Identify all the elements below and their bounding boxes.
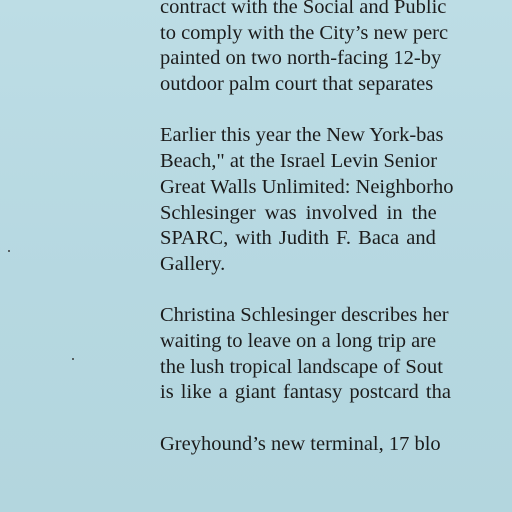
text-line: SPARC, with Judith F. Baca and — [160, 227, 436, 250]
paragraph-greyhound — [160, 432, 512, 458]
text-line: painted on two north-facing 12-by — [160, 47, 442, 70]
text-line: waiting to leave on a long trip are — [160, 329, 437, 352]
paper-speck — [72, 358, 74, 360]
paper-speck — [8, 250, 10, 252]
text-line: to comply with the City’s new perc — [160, 21, 449, 44]
paragraph-christina-schlesinger — [160, 303, 512, 406]
text-line: Schlesinger was involved in the — [160, 201, 437, 224]
text-line: Greyhound’s new terminal, 17 blo — [160, 432, 441, 455]
paragraph-earlier-this-year — [160, 123, 512, 277]
text-line: Gallery. — [160, 252, 226, 275]
text-line: Christina Schlesinger describes her — [160, 304, 449, 327]
paragraph-contract — [160, 0, 512, 98]
text-line: Beach," at the Israel Levin Senior — [160, 150, 438, 173]
text-line: outdoor palm court that separates — [160, 73, 434, 96]
text-line: Great Walls Unlimited: Neighborho — [160, 175, 454, 198]
text-line: contract with the Social and Public — [160, 0, 447, 18]
body-text-column — [160, 0, 512, 483]
text-line: Earlier this year the New York-bas — [160, 124, 444, 147]
text-line: the lush tropical landscape of Sout — [160, 355, 443, 378]
text-line: is like a giant fantasy postcard tha — [160, 381, 451, 404]
